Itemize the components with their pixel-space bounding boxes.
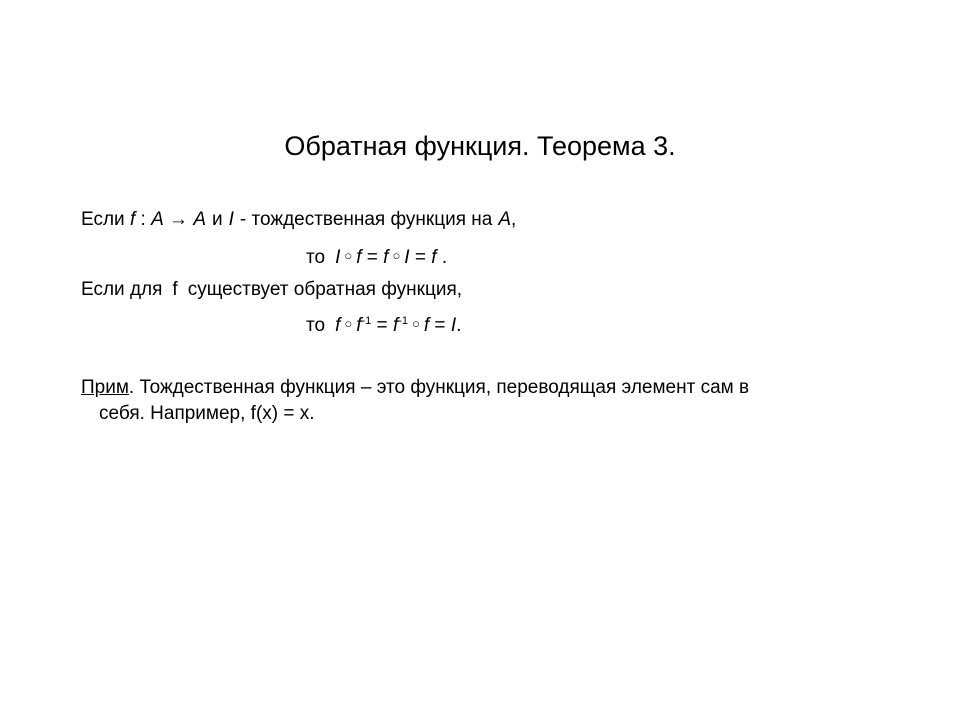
- statement-line-3: [81, 277, 462, 303]
- statement-line-4: [306, 311, 461, 339]
- period: .: [456, 315, 462, 336]
- symbol-f: f: [383, 247, 389, 268]
- symbol-a-set: A: [498, 209, 512, 230]
- symbol-a-codomain: A: [193, 209, 207, 230]
- symbol-f: f: [431, 247, 437, 268]
- arrow-symbol: →: [169, 209, 189, 230]
- symbol-i: I: [404, 247, 410, 268]
- equals-sign: =: [366, 247, 378, 268]
- symbol-i: I: [335, 247, 341, 268]
- statement-line-2: [306, 243, 447, 271]
- note-line-2: [99, 401, 315, 427]
- word-then: то: [306, 315, 326, 336]
- equals-sign: =: [434, 315, 446, 336]
- symbol-a-domain: A: [151, 209, 164, 230]
- symbol-colon: :: [140, 209, 146, 230]
- equals-sign: =: [376, 315, 388, 336]
- symbol-f: f: [392, 315, 399, 336]
- word-and: и: [212, 209, 223, 230]
- period: .: [441, 247, 448, 268]
- symbol-f: f: [129, 209, 136, 230]
- note-line-1: [81, 375, 749, 401]
- comma: ,: [511, 209, 517, 230]
- note-text-2: себя. Например, f(x) = x.: [99, 403, 315, 424]
- identity-text: - тождественная функция на: [239, 209, 493, 230]
- compose-operator: ○: [344, 248, 353, 263]
- symbol-f: f: [356, 315, 362, 336]
- slide-title: Обратная функция. Теорема 3.: [284, 131, 676, 161]
- note-label: Прим: [81, 377, 129, 398]
- compose-operator: ○: [344, 316, 353, 331]
- inverse-superscript: -1: [361, 315, 372, 327]
- inverse-exists-text: существует обратная функция,: [187, 279, 463, 300]
- symbol-f: f: [172, 279, 178, 300]
- inverse-superscript: -1: [398, 315, 408, 327]
- symbol-i: I: [450, 315, 457, 336]
- compose-operator: ○: [412, 316, 420, 331]
- symbol-f: f: [423, 315, 430, 336]
- symbol-f: f: [356, 247, 362, 268]
- note-text-1: . Тождественная функция – это функция, переводящая элемент сам в: [128, 377, 750, 398]
- compose-operator: ○: [392, 248, 401, 263]
- equals-sign: =: [414, 247, 426, 268]
- word-then: то: [306, 247, 326, 268]
- symbol-i: I: [228, 209, 234, 230]
- word-if: Если: [81, 209, 125, 230]
- inverse-intro-text: Если для: [81, 279, 163, 300]
- statement-line-1: [81, 207, 516, 233]
- symbol-f: f: [335, 315, 341, 336]
